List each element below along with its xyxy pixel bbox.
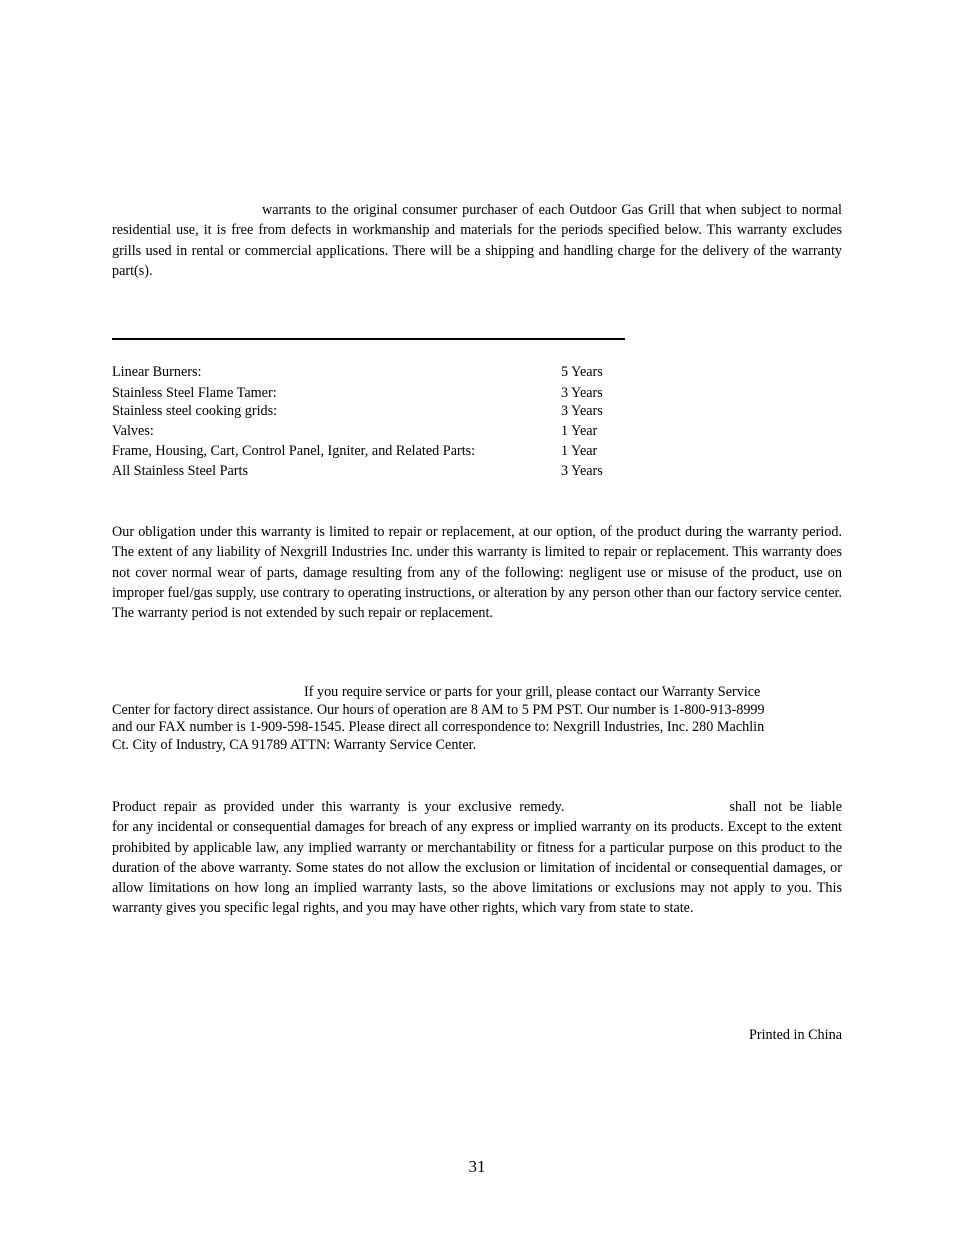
- coverage-row: [112, 461, 632, 481]
- service-line: and our FAX number is 1-909-598-1545. Please direct all correspondence to: Nexgrill Industries, Inc. 280 Machlin: [112, 719, 765, 736]
- page-number: 31: [468, 1157, 486, 1176]
- coverage-part: Frame, Housing, Cart, Control Panel, Igniter, and Related Parts:: [112, 443, 476, 459]
- coverage-term: 3 Years: [561, 385, 603, 401]
- coverage-term: 3 Years: [561, 403, 603, 419]
- coverage-part: Stainless Steel Flame Tamer:: [112, 385, 277, 401]
- coverage-part: All Stainless Steel Parts: [112, 463, 248, 479]
- printed-in-label: Printed in China: [748, 1027, 842, 1043]
- coverage-row: [112, 421, 632, 441]
- coverage-term: 3 Years: [561, 463, 603, 479]
- liability-body-text: for any incidental or consequential damages for breach of any express or implied warranty on its products. Except to the extent prohibited by applicable law, any implied warranty or merchantability or fitness for a particular purpose on this product to the duration of the above warranty. Some states do not allow the exclusion or limitation of incidental or consequential damages, or allow limitations on how long an implied warranty lasts, so the above limitations or exclusions may not apply to you. This warranty gives you specific legal rights, and you may have other rights, which vary from state to state.: [112, 819, 842, 917]
- liability-paragraph: [112, 797, 842, 919]
- coverage-term: 5 Years: [561, 364, 603, 380]
- coverage-term: 1 Year: [561, 443, 598, 459]
- service-line: Center for factory direct assistance. Our hours of operation are 8 AM to 5 PM PST. Our number is 1-800-913-8999: [112, 701, 765, 718]
- service-line: Ct. City of Industry, CA 91789 ATTN: Warranty Service Center.: [112, 736, 477, 753]
- liability-not-liable-text: shall not be liable: [729, 799, 843, 815]
- coverage-part: Linear Burners:: [112, 364, 202, 380]
- coverage-part: Stainless steel cooking grids:: [112, 403, 278, 419]
- service-line: If you require service or parts for your grill, please contact our Warranty Service: [304, 684, 761, 700]
- coverage-row: [112, 383, 632, 403]
- obligation-paragraph: Our obligation under this warranty is limited to repair or replacement, at our option, of the product during the warranty period. The extent of any liability of Nexgrill Industries Inc. under this warranty is limited to repair or replacement. This warranty does not cover normal wear of parts, damage resulting from any of the following: negligent use or misuse of the product, use on improper fuel/gas supply, use contrary to operating instructions, or alteration by any person other than our factory service center. The warranty period is not extended by such repair or replacement.: [112, 524, 842, 622]
- coverage-table: [112, 362, 632, 482]
- coverage-row: [112, 401, 632, 421]
- section-divider: [112, 338, 625, 340]
- coverage-term: 1 Year: [561, 423, 598, 439]
- warranty-intro-paragraph: [112, 200, 842, 281]
- service-paragraph: [112, 684, 842, 754]
- coverage-row: [112, 441, 632, 461]
- coverage-part: Valves:: [112, 423, 154, 439]
- liability-remedy-text: Product repair as provided under this warranty is your exclusive remedy.: [112, 799, 565, 815]
- intro-text: warrants to the original consumer purchaser of each Outdoor Gas Grill that when subject to normal residential use, it is free from defects in workmanship and materials for the periods specified below. This warranty excludes grills used in rental or commercial applications. There will be a shipping and handling charge for the delivery of the warranty part(s).: [112, 202, 842, 279]
- coverage-row: [112, 362, 632, 382]
- liability-first-line: [112, 797, 842, 817]
